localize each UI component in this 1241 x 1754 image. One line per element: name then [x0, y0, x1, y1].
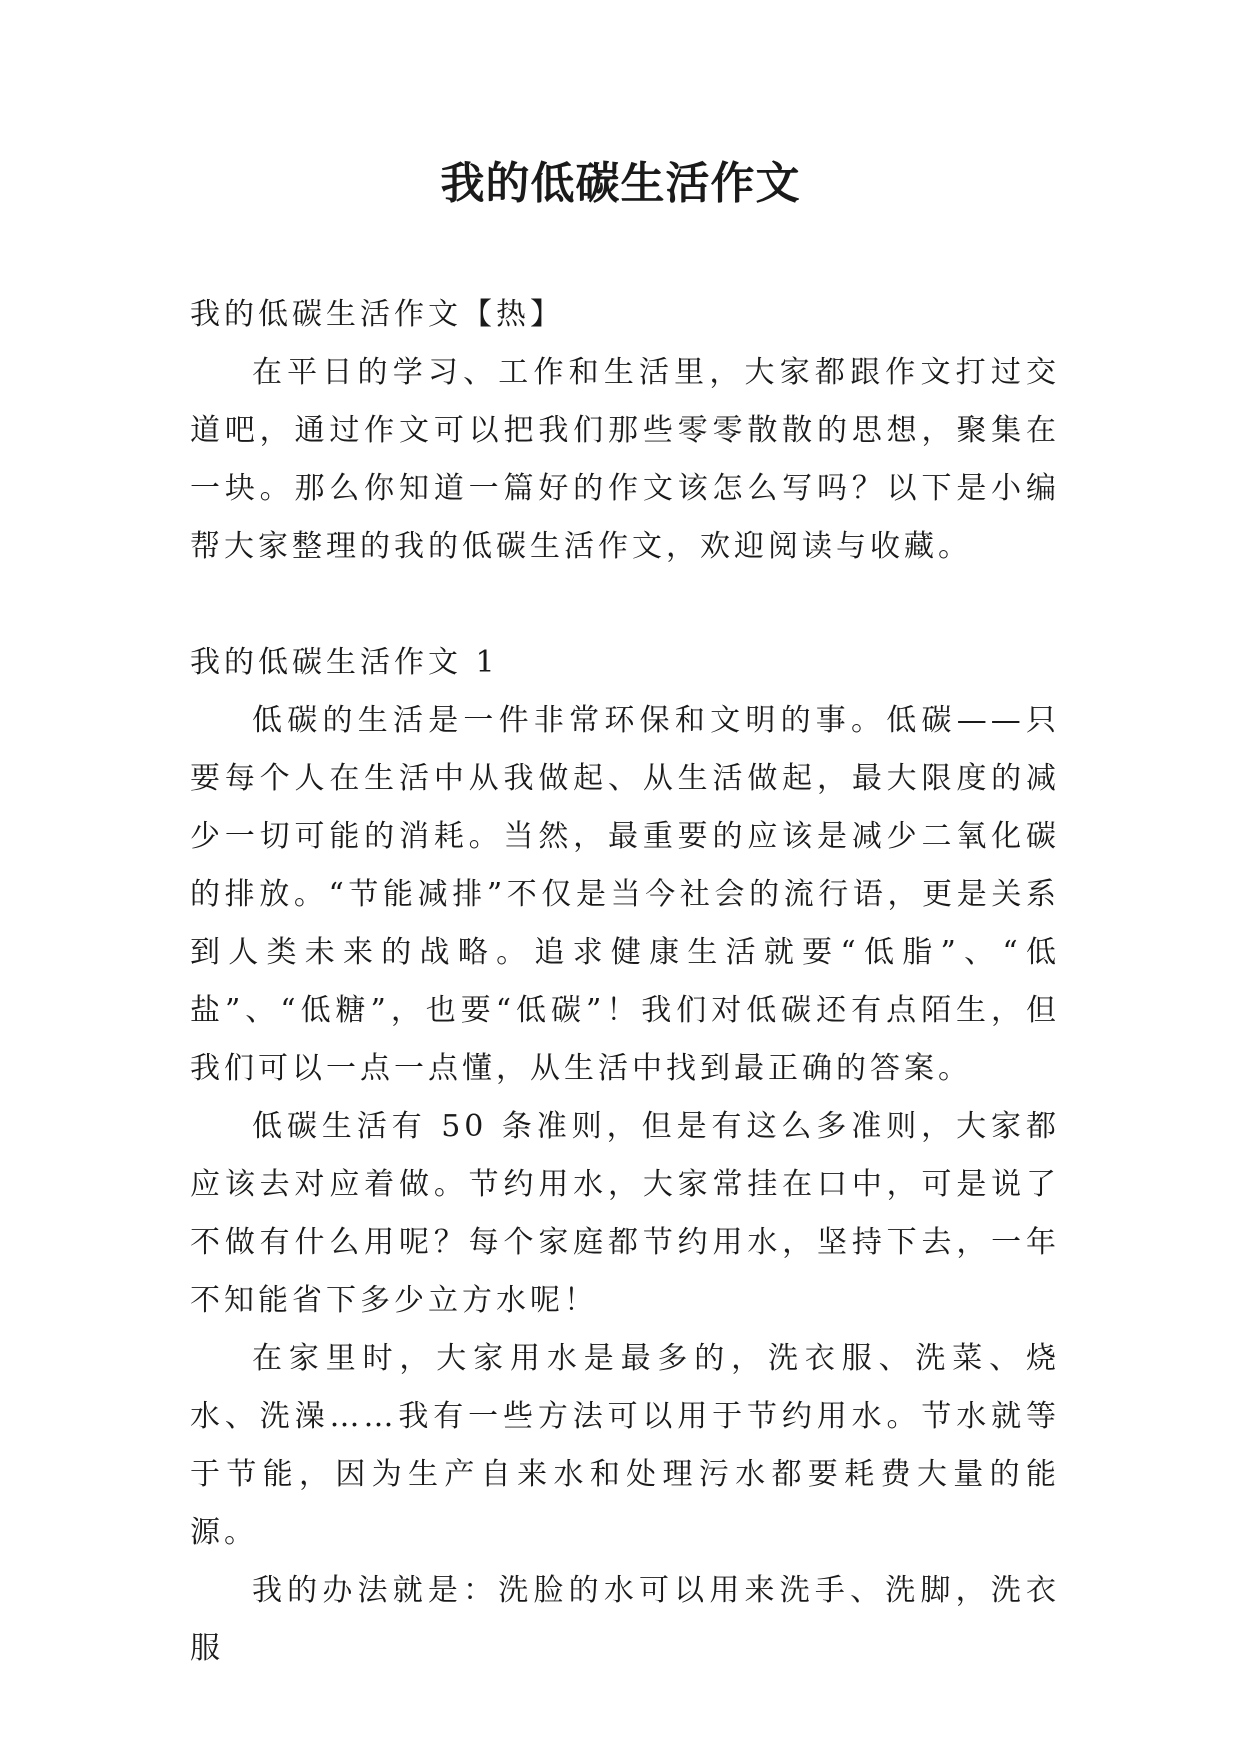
document-title: 我的低碳生活作文: [440, 158, 801, 209]
body-paragraph: 我的办法就是：洗脸的水可以用来洗手、洗脚，洗衣服: [190, 1573, 1060, 1666]
body-paragraph: 在家里时，大家用水是最多的，洗衣服、洗菜、烧水、洗澡……我有一些方法可以用于节约用水。节水就等于节能，因为生产自来水和处理污水都要耗费大量的能源。: [190, 1341, 1060, 1550]
intro-paragraph: 在平日的学习、工作和生活里，大家都跟作文打过交道吧，通过作文可以把我们那些零零散散的思想，聚集在一块。那么你知道一篇好的作文该怎么写吗？以下是小编帮大家整理的我的低碳生活作文，欢迎阅读与收藏。: [190, 355, 1060, 564]
section-heading: 我的低碳生活作文 1: [190, 645, 499, 680]
body-paragraph: 低碳的生活是一件非常环保和文明的事。低碳——只要每个人在生活中从我做起、从生活做起，最大限度的减少一切可能的消耗。当然，最重要的应该是减少二氧化碳的排放。“节能减排”不仅是当今社会的流行语，更是关系到人类未来的战略。追求健康生活就要“低脂”、“低盐”、“低糖”，也要“低碳”！我们对低碳还有点陌生，但我们可以一点一点懂，从生活中找到最正确的答案。: [190, 703, 1060, 1086]
body-paragraph: 低碳生活有 50 条准则，但是有这么多准则，大家都应该去对应着做。节约用水，大家常挂在口中，可是说了不做有什么用呢？每个家庭都节约用水，坚持下去，一年不知能省下多少立方水呢！: [190, 1109, 1060, 1318]
document-body: [190, 286, 1060, 1678]
section-spacer: [190, 576, 1060, 634]
intro-heading: 我的低碳生活作文【热】: [190, 297, 564, 332]
